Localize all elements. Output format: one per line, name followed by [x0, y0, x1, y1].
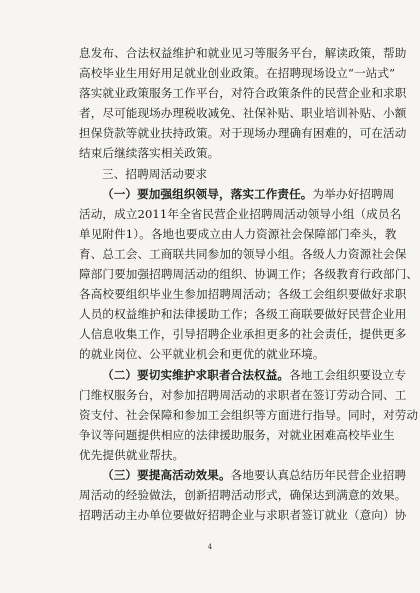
text-line: 的就业岗位、公平就业机会和更优的就业环境。	[79, 347, 325, 362]
text-line: 活动，成立2011年全省民营企业招聘周活动领导小组（成员名	[79, 206, 402, 221]
section-heading: 三、招聘周活动要求	[102, 166, 208, 181]
paragraph-lead: （二）要切实维护求职者合法权益。	[102, 367, 290, 382]
text-line: 争议等问题提供相应的法律援助服务，对就业困难高校毕业生	[79, 427, 395, 442]
text-line: 各高校要组织毕业生参加招聘周活动；各级工会组织要做好求职	[79, 287, 407, 302]
paragraph-text: 为举办好招聘周	[312, 186, 395, 201]
text-line: 担保贷款等就业扶持政策。对于现场办理确有困难的，可在活动	[79, 126, 407, 141]
paragraph-first-line	[79, 465, 407, 485]
text-line: 落实就业政策服务工作平台，对符合政策条件的民营企业和求职	[79, 86, 407, 101]
paragraph-text: 各地要认真总结历年民营企业招聘	[230, 467, 407, 482]
text-line: 育、总工会、工商联共同参加的领导小组。各级人力资源社会保	[79, 246, 407, 261]
page-number: 4	[207, 543, 213, 551]
text-line: 资支付、社会保障和参加工会组织等方面进行指导。同时，对劳动	[79, 407, 419, 422]
text-line: 息发布、合法权益维护和就业见习等服务平台，解读政策，帮助	[79, 46, 407, 60]
text-line: 人员的权益维护和法律援助工作；各级工商联要做好民营企业用	[79, 307, 407, 322]
paragraph-text: 各地工会组织要设立专	[289, 367, 407, 382]
paragraph-first-line	[79, 365, 407, 385]
text-line: 门维权服务台，对参加招聘周活动的求职者在签订劳动合同、工	[79, 387, 407, 402]
text-line: 高校毕业生用好用足就业创业政策。在招聘现场设立“一站式”	[79, 66, 396, 81]
paragraph-lead: （一）要加强组织领导，落实工作责任。	[102, 186, 313, 201]
text-line: 人信息收集工作，引导招聘企业承担更多的社会责任，提供更多	[79, 327, 407, 342]
text-line: 优先提供就业帮扶。	[79, 447, 185, 462]
text-line: 障部门要加强招聘周活动的组织、协调工作；各级教育行政部门、	[79, 267, 419, 282]
text-line: 结束后继续落实相关政策。	[79, 146, 220, 161]
text-line: 周活动的经验做法，创新招聘活动形式，确保达到满意的效果。	[79, 488, 407, 503]
text-line: 招聘活动主办单位要做好招聘企业与求职者签订就业（意向）协	[79, 508, 407, 523]
text-line: 者，尽可能现场办理税收减免、社保补贴、职业培训补贴、小额	[79, 106, 407, 121]
document-body	[79, 43, 419, 525]
paragraph-first-line	[79, 184, 395, 204]
text-line: 单见附件1）。各地也要成立由人力资源社会保障部门牵头，教	[79, 226, 397, 241]
paragraph-lead: （三）要提高活动效果。	[102, 467, 231, 482]
